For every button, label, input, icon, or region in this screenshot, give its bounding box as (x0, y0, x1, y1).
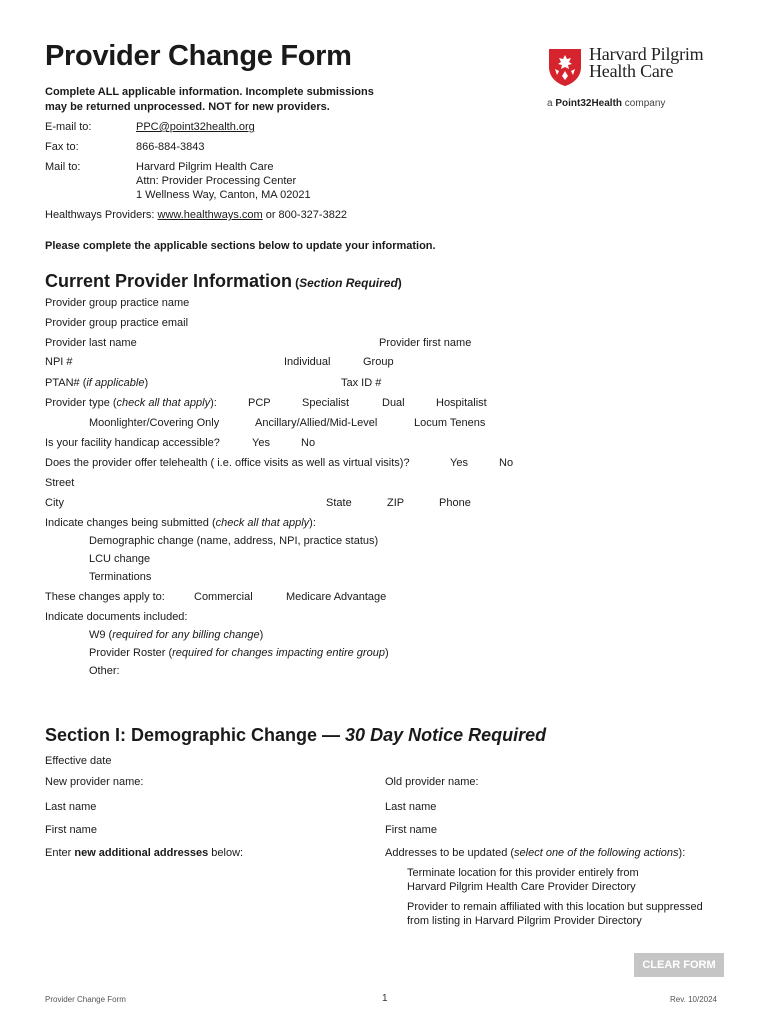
telehealth-question: Does the provider offer telehealth ( i.e. office visits as well as virtual visits)? (45, 457, 410, 469)
changes-label (45, 517, 316, 529)
documents-label: Indicate documents included: (45, 611, 188, 623)
type-pre: Provider type ( (45, 397, 117, 409)
harvard-pilgrim-shield-icon (547, 47, 583, 87)
mail-line-1: Harvard Pilgrim Health Care (136, 161, 274, 173)
ancillary-option[interactable]: Ancillary/Allied/Mid-Level (255, 417, 378, 429)
footer-revision: Rev. 10/2024 (670, 995, 717, 1004)
ptan-pre: PTAN# ( (45, 377, 87, 389)
changes-post: ): (309, 517, 316, 529)
specialist-option[interactable]: Specialist (302, 397, 350, 409)
healthways-link[interactable]: www.healthways.com (157, 209, 263, 221)
update-post: ): (678, 847, 686, 859)
medicare-option[interactable]: Medicare Advantage (286, 591, 387, 603)
mail-label: Mail to: (45, 161, 81, 173)
new-provider-name-label: New provider name: (45, 776, 144, 788)
individual-option[interactable]: Individual (284, 356, 331, 368)
terminations-option[interactable]: Terminations (89, 571, 152, 583)
lcu-change-option[interactable]: LCU change (89, 553, 151, 565)
dual-option[interactable]: Dual (382, 397, 405, 409)
roster-option[interactable] (89, 647, 389, 659)
email-label: E-mail to: (45, 121, 92, 133)
taxid-label: Tax ID # (341, 377, 382, 389)
footer-form-name: Provider Change Form (45, 995, 126, 1004)
zip-label: ZIP (387, 497, 405, 509)
mail-line-3: 1 Wellness Way, Canton, MA 02021 (136, 189, 311, 201)
changes-pre: Indicate changes being submitted ( (45, 517, 216, 529)
enter-bold: new additional addresses (74, 847, 209, 859)
current-heading-note-open: ( (295, 276, 300, 290)
handicap-question: Is your facility handicap accessible? (45, 437, 220, 449)
section1-heading-pre: Section I: Demographic Change — (45, 725, 346, 745)
street-label: Street (45, 477, 75, 489)
changes-it: check all that apply (215, 517, 310, 529)
old-first-name-label: First name (385, 824, 437, 836)
current-heading-note-close: ) (397, 276, 402, 290)
current-heading-text: Current Provider Information (45, 271, 293, 291)
healthways-prefix: Healthways Providers: (45, 209, 158, 221)
group-name-label: Provider group practice name (45, 297, 190, 309)
locum-option[interactable]: Locum Tenens (414, 417, 486, 429)
addresses-update-label (385, 847, 685, 859)
logo-tag-brand: Point32Health (555, 98, 623, 109)
roster-pre: Provider Roster ( (89, 647, 173, 659)
section1-heading-it: 30 Day Notice Required (345, 725, 547, 745)
commercial-option[interactable]: Commercial (194, 591, 253, 603)
logo-line-1: Harvard Pilgrim (589, 44, 704, 64)
other-option[interactable]: Other: (89, 665, 120, 677)
ptan-label (45, 377, 148, 389)
handicap-yes-option[interactable]: Yes (252, 437, 270, 449)
new-last-name-label: Last name (45, 801, 97, 813)
moonlighter-option[interactable]: Moonlighter/Covering Only (89, 417, 220, 429)
ptan-it: if applicable (86, 377, 145, 389)
ptan-post: ) (144, 377, 149, 389)
pcp-option[interactable]: PCP (248, 397, 271, 409)
w9-option[interactable] (89, 629, 263, 641)
current-section-heading (45, 271, 402, 292)
demographic-change-option[interactable]: Demographic change (name, address, NPI, practice status) (89, 535, 379, 547)
page-title: Provider Change Form (45, 40, 352, 72)
telehealth-no-option[interactable]: No (499, 457, 514, 469)
type-it: check all that apply (116, 397, 211, 409)
intro-line-2: may be returned unprocessed. NOT for new providers. (45, 101, 330, 113)
logo-tag-post: company (622, 98, 666, 109)
type-post: ): (210, 397, 217, 409)
w9-post: ) (259, 629, 264, 641)
apply-label: These changes apply to: (45, 591, 165, 603)
remain-line-1: Provider to remain affiliated with this location but suppressed (407, 901, 703, 913)
terminate-location-option[interactable] (407, 867, 639, 893)
instruction-text: Please complete the applicable sections below to update your information. (45, 240, 436, 252)
group-email-label: Provider group practice email (45, 317, 189, 329)
section1-heading (45, 725, 546, 746)
city-label: City (45, 497, 64, 509)
healthways-suffix: or 800-327-3822 (262, 209, 348, 221)
effective-date-label: Effective date (45, 755, 112, 767)
w9-it: required for any billing change (112, 629, 260, 641)
logo-tagline (547, 98, 665, 109)
terminate-line-2: Harvard Pilgrim Health Care Provider Directory (407, 881, 636, 893)
group-option[interactable]: Group (363, 356, 394, 368)
fax-value: 866-884-3843 (136, 141, 205, 153)
clear-form-button[interactable]: CLEAR FORM (634, 953, 724, 977)
enter-pre: Enter (45, 847, 75, 859)
hospitalist-option[interactable]: Hospitalist (436, 397, 487, 409)
old-last-name-label: Last name (385, 801, 437, 813)
provider-type-label (45, 397, 217, 409)
current-heading-note: Section Required (299, 276, 398, 290)
phone-label: Phone (439, 497, 471, 509)
last-name-label: Provider last name (45, 337, 137, 349)
w9-pre: W9 ( (89, 629, 113, 641)
healthways-line (45, 209, 347, 221)
email-link[interactable]: PPC@point32health.org (136, 121, 255, 133)
state-label: State (326, 497, 352, 509)
remain-affiliated-option[interactable] (407, 901, 703, 927)
npi-label: NPI # (45, 356, 73, 368)
logo-tag-pre: a (547, 98, 556, 109)
update-it: select one of the following actions (514, 847, 679, 859)
logo-line-2: Health Care (589, 61, 674, 81)
terminate-line-1: Terminate location for this provider entirely from (407, 867, 639, 879)
handicap-no-option[interactable]: No (301, 437, 316, 449)
roster-it: required for changes impacting entire group (172, 647, 385, 659)
old-provider-name-label: Old provider name: (385, 776, 479, 788)
new-first-name-label: First name (45, 824, 97, 836)
mail-line-2: Attn: Provider Processing Center (136, 175, 297, 187)
intro-line-1: Complete ALL applicable information. Incomplete submissions (45, 86, 374, 98)
update-pre: Addresses to be updated ( (385, 847, 515, 859)
logo-name (589, 46, 703, 80)
first-name-label: Provider first name (379, 337, 472, 349)
fax-label: Fax to: (45, 141, 79, 153)
footer-page-number: 1 (382, 993, 388, 1004)
telehealth-yes-option[interactable]: Yes (450, 457, 468, 469)
roster-post: ) (384, 647, 389, 659)
remain-line-2: from listing in Harvard Pilgrim Provider Directory (407, 915, 642, 927)
new-addresses-label (45, 847, 243, 859)
enter-post: below: (208, 847, 244, 859)
